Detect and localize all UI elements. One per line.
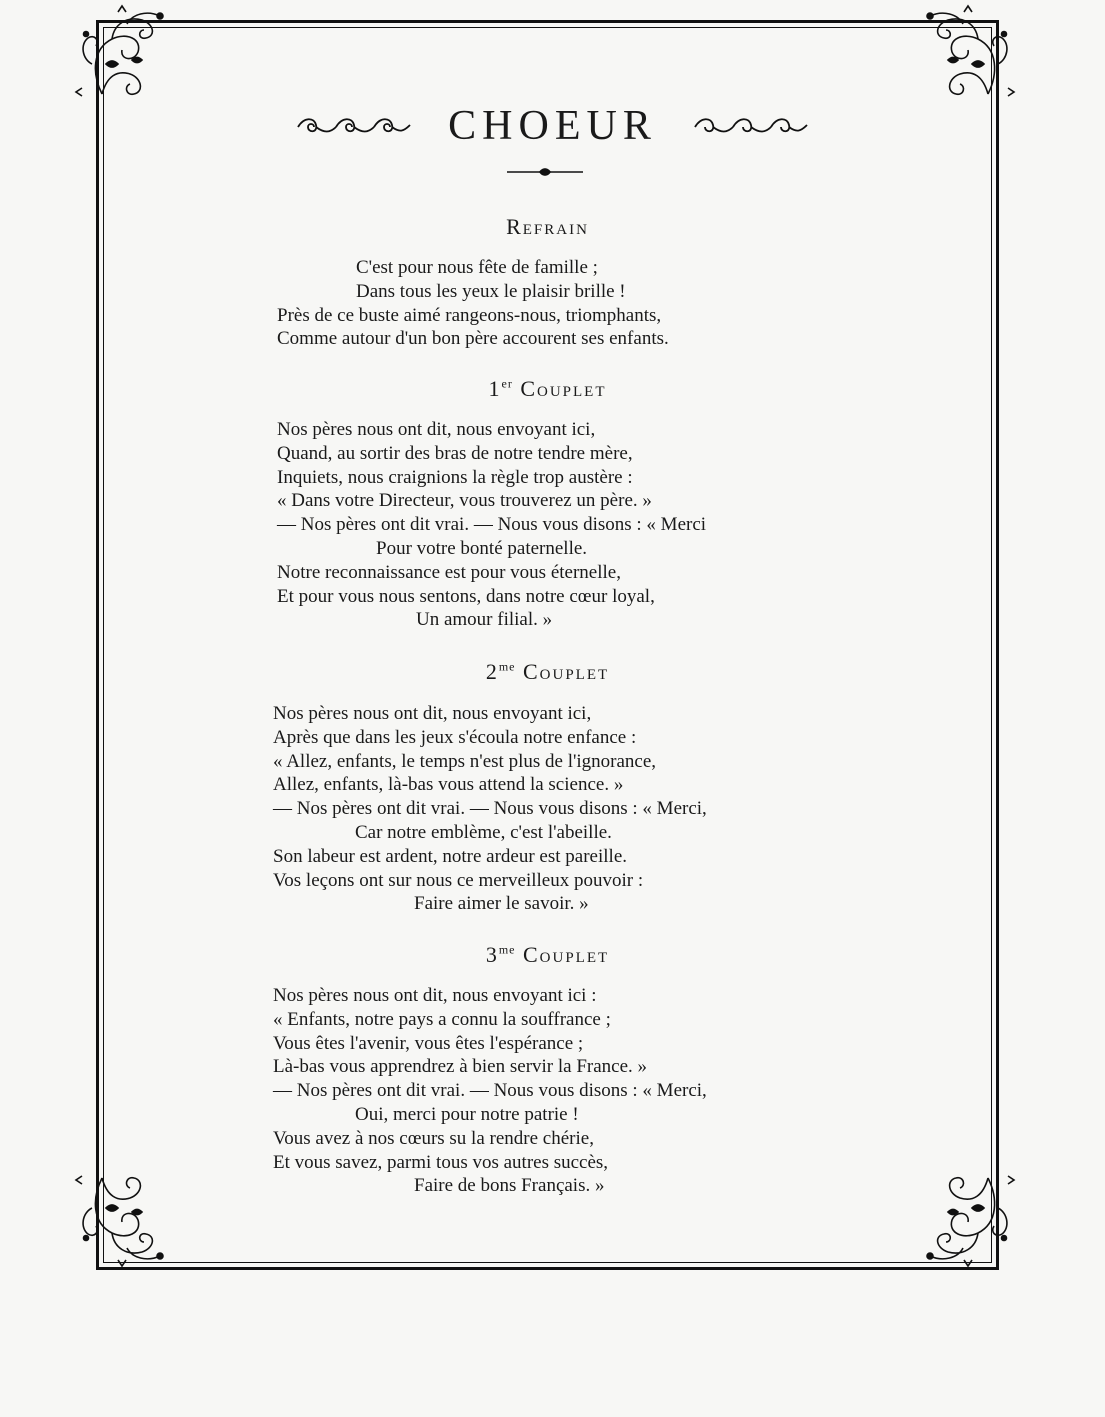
verse-line: Allez, enfants, là-bas vous attend la science. » bbox=[273, 774, 624, 796]
couplet-label: Couplet bbox=[523, 659, 610, 684]
couplet-1-heading bbox=[0, 376, 1095, 402]
verse-line: Faire aimer le savoir. » bbox=[414, 893, 589, 915]
couplet-ordinal-suffix: er bbox=[501, 376, 513, 391]
verse-line: Pour votre bonté paternelle. bbox=[376, 537, 588, 559]
couplet-ordinal-suffix: me bbox=[498, 942, 516, 957]
verse-line: Quand, au sortir des bras de notre tendre mère, bbox=[277, 442, 633, 464]
verse-line: Nos pères nous ont dit, nous envoyant ici, bbox=[277, 419, 596, 440]
couplet-label: Couplet bbox=[523, 942, 610, 967]
verse-line: Après que dans les jeux s'écoula notre enfance : bbox=[273, 726, 637, 748]
verse-line: Vous êtes l'avenir, vous êtes l'espérance ; bbox=[273, 1032, 584, 1054]
verse-line: Et vous savez, parmi tous vos autres succès, bbox=[273, 1151, 609, 1173]
refrain-heading-text: Refrain bbox=[506, 214, 589, 239]
couplet-3-verse bbox=[0, 984, 707, 1198]
verse-line: Nos pères nous ont dit, nous envoyant ici, bbox=[273, 703, 592, 724]
corner-ornament-icon bbox=[72, 4, 172, 104]
verse-line: Dans tous les yeux le plaisir brille ! bbox=[356, 280, 626, 302]
couplet-3-heading bbox=[0, 942, 1095, 968]
verse-line: Près de ce buste aimé rangeons-nous, triomphants, bbox=[277, 304, 662, 326]
verse-line: « Enfants, notre pays a connu la souffrance ; bbox=[273, 1008, 611, 1030]
couplet-1-verse bbox=[0, 418, 706, 632]
verse-line: — Nos pères ont dit vrai. — Nous vous disons : « Merci bbox=[277, 514, 707, 536]
refrain-verse bbox=[0, 256, 669, 351]
couplet-number: 3 bbox=[485, 942, 499, 967]
verse-line: Là-bas vous apprendrez à bien servir la France. » bbox=[273, 1056, 648, 1078]
couplet-2-heading bbox=[0, 659, 1095, 685]
verse-line: « Allez, enfants, le temps n'est plus de l'ignorance, bbox=[273, 750, 657, 772]
verse-line: Oui, merci pour notre patrie ! bbox=[355, 1103, 579, 1125]
title-row bbox=[0, 96, 1105, 156]
corner-ornament-icon bbox=[918, 4, 1018, 104]
verse-line: C'est pour nous fête de famille ; bbox=[356, 257, 598, 278]
couplet-ordinal-suffix: me bbox=[498, 659, 516, 674]
verse-line: Comme autour d'un bon père accourent ses enfants. bbox=[277, 328, 669, 350]
couplet-2-verse bbox=[0, 702, 707, 916]
refrain-heading bbox=[0, 214, 1095, 240]
title-flourish-left-icon bbox=[294, 113, 414, 139]
verse-line: Et pour vous nous sentons, dans notre cœur loyal, bbox=[277, 585, 655, 607]
verse-line: Son labeur est ardent, notre ardeur est pareille. bbox=[273, 845, 627, 867]
title-flourish-right-icon bbox=[691, 113, 811, 139]
verse-line: Vous avez à nos cœurs su la rendre chérie, bbox=[273, 1127, 594, 1149]
couplet-label: Couplet bbox=[520, 376, 607, 401]
couplet-number: 1 bbox=[488, 376, 502, 401]
verse-line: Nos pères nous ont dit, nous envoyant ici : bbox=[273, 985, 597, 1006]
verse-line: Un amour filial. » bbox=[416, 609, 553, 631]
title-divider-icon bbox=[505, 166, 585, 178]
verse-line: Car notre emblème, c'est l'abeille. bbox=[355, 821, 612, 843]
verse-line: Inquiets, nous craignions la règle trop austère : bbox=[277, 466, 633, 488]
couplet-number: 2 bbox=[485, 659, 499, 684]
verse-line: Vos leçons ont sur nous ce merveilleux pouvoir : bbox=[273, 869, 644, 891]
page-title: CHOEUR bbox=[448, 103, 657, 149]
corner-ornament-icon bbox=[918, 1168, 1018, 1268]
verse-line: Faire de bons Français. » bbox=[414, 1175, 605, 1197]
verse-line: — Nos pères ont dit vrai. — Nous vous disons : « Merci, bbox=[273, 1080, 707, 1102]
verse-line: « Dans votre Directeur, vous trouverez un père. » bbox=[277, 490, 652, 512]
verse-line: Notre reconnaissance est pour vous éternelle, bbox=[277, 561, 621, 583]
verse-line: — Nos pères ont dit vrai. — Nous vous disons : « Merci, bbox=[273, 798, 707, 820]
